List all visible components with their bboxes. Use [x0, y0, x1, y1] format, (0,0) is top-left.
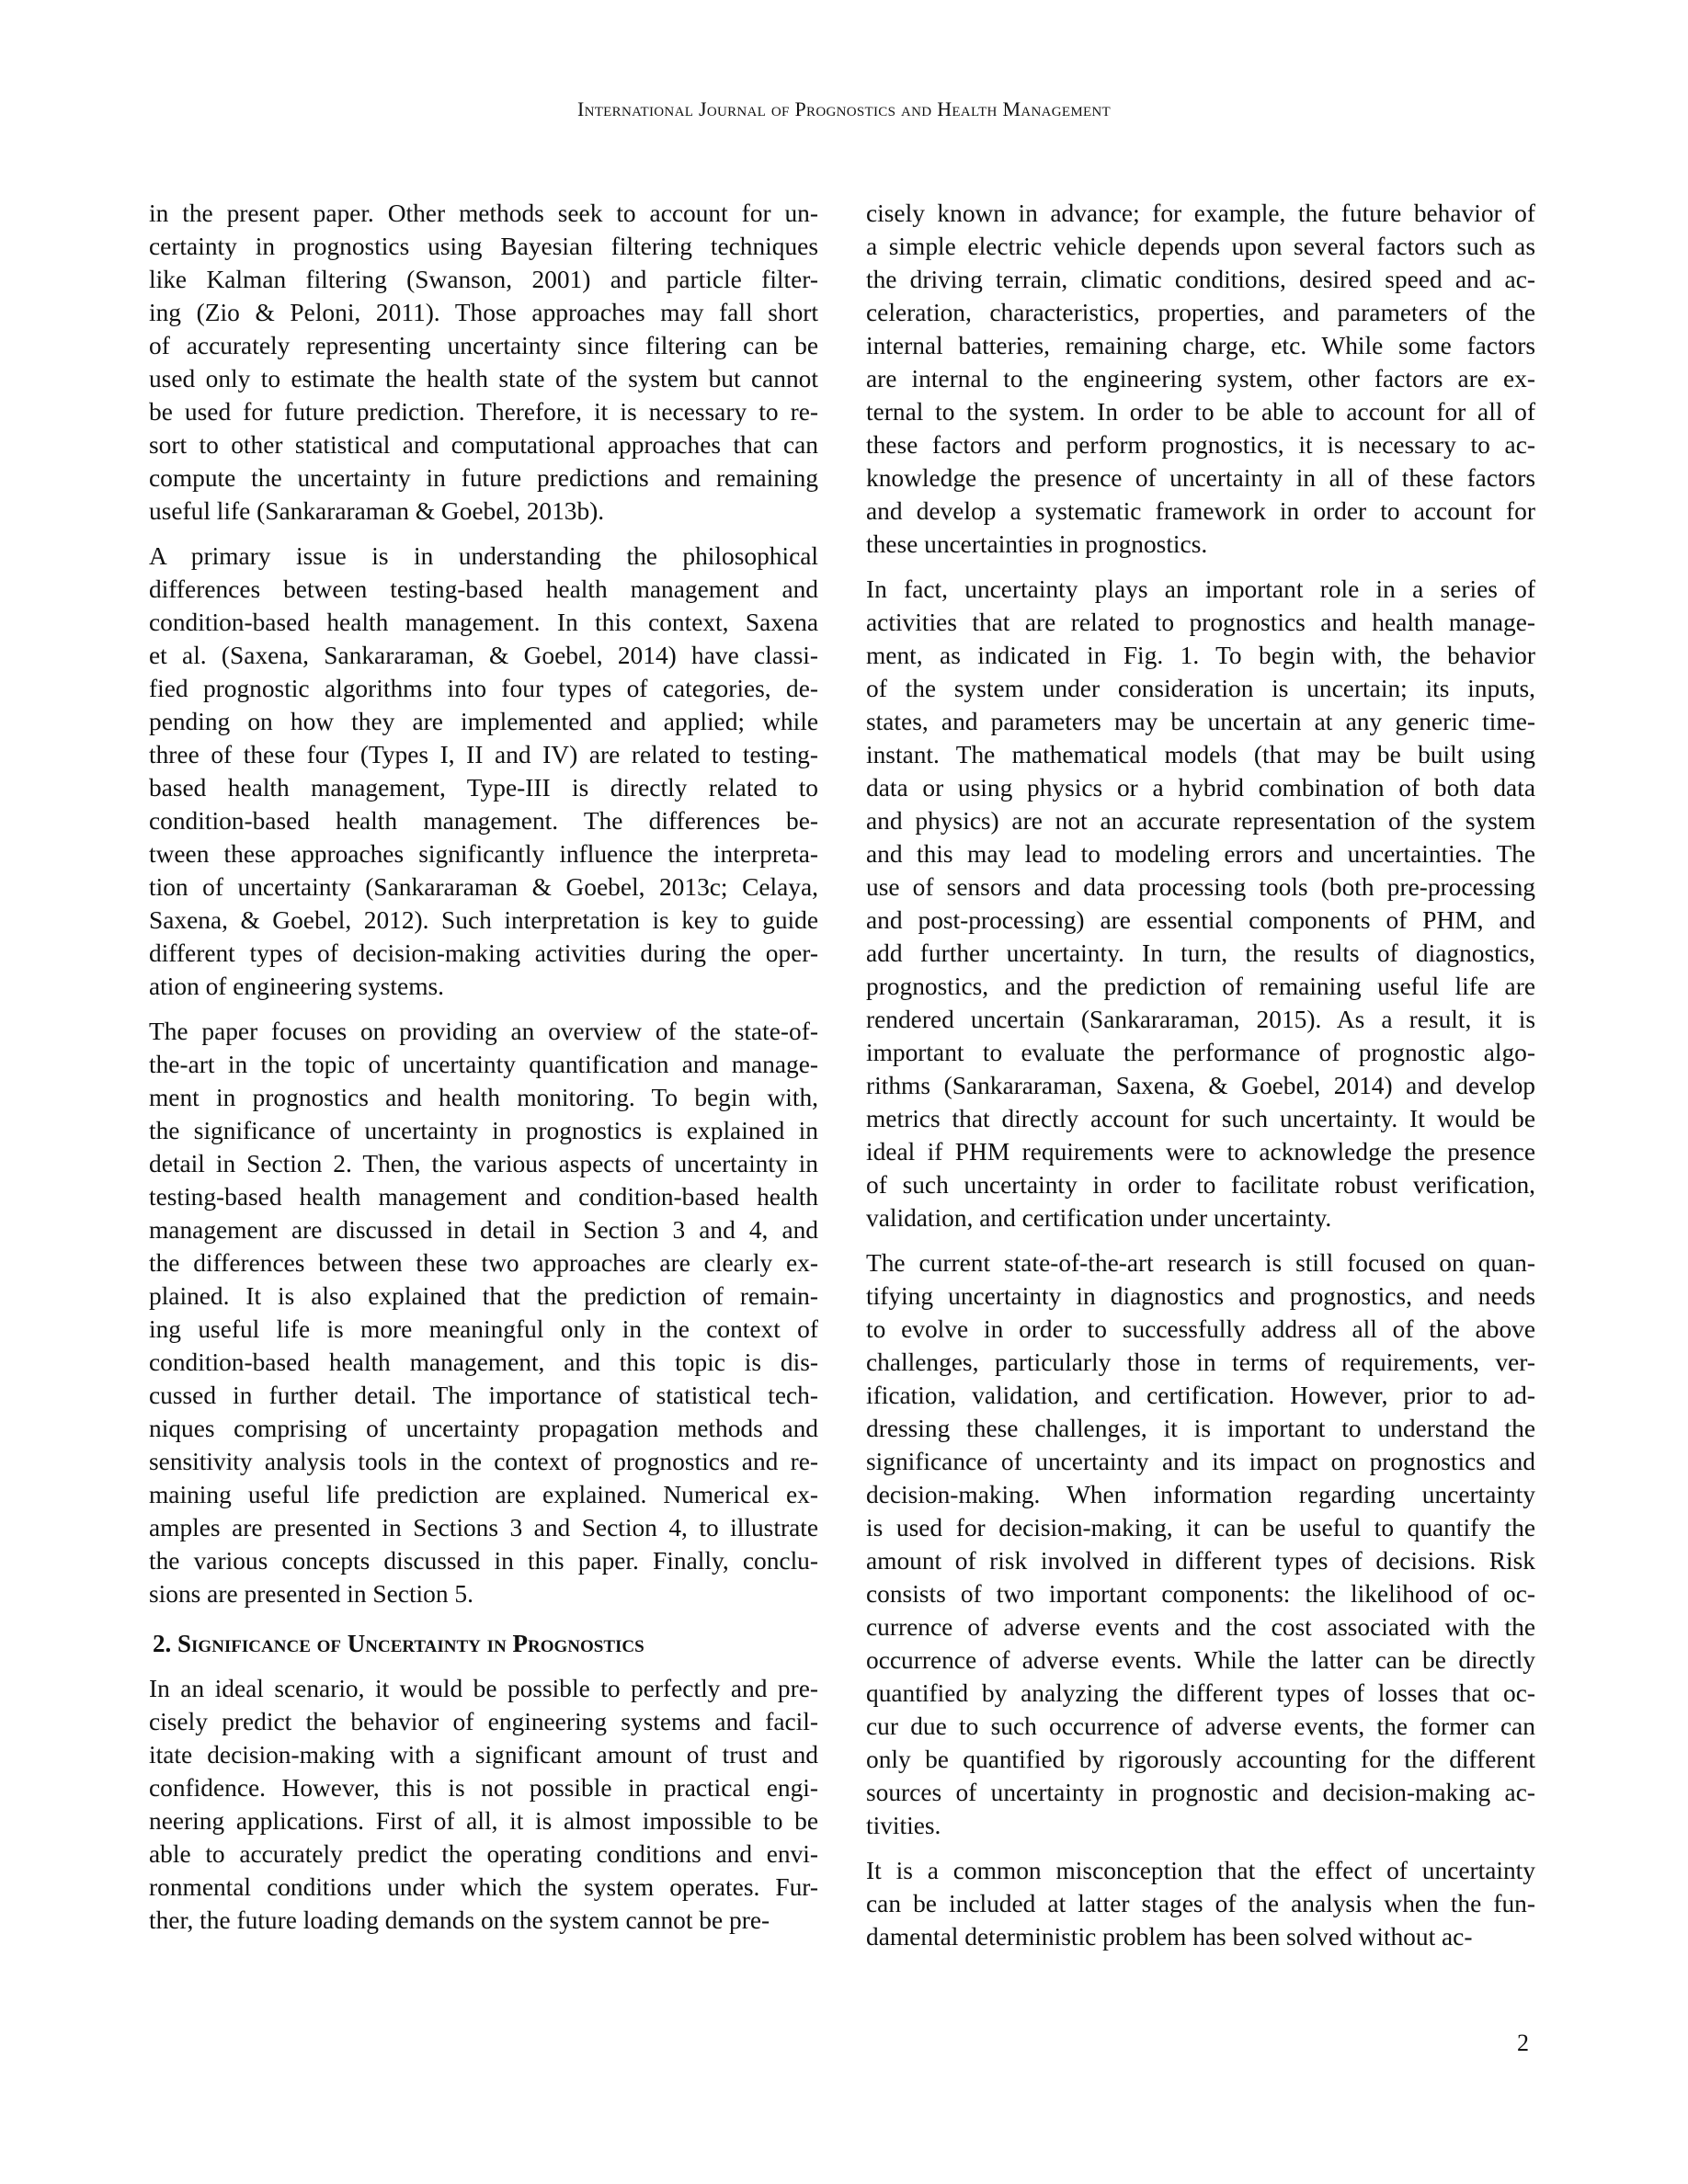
right-column: [866, 197, 1535, 1965]
text-line: currence of adverse events and the cost associated with the: [866, 1613, 1535, 1641]
text-line: itate decision-making with a significant amount of trust and: [149, 1741, 818, 1769]
text-line: validation, and certification under uncertainty.: [866, 1204, 1332, 1232]
text-line: cisely known in advance; for example, the future behavior of: [866, 199, 1535, 227]
text-line: ment in prognostics and health monitoring. To begin with,: [149, 1084, 818, 1111]
text-line: these factors and perform prognostics, it is necessary to ac-: [866, 431, 1535, 459]
text-line: dressing these challenges, it is important to understand the: [866, 1415, 1535, 1442]
text-line: tivities.: [866, 1812, 941, 1839]
text-line: rithms (Sankararaman, Saxena, & Goebel, 2014) and develop: [866, 1072, 1535, 1099]
text-line: certainty in prognostics using Bayesian filtering techniques: [149, 233, 818, 260]
text-line: instant. The mathematical models (that may be built using: [866, 741, 1535, 768]
text-line: ing useful life is more meaningful only in the context of: [149, 1315, 818, 1343]
paragraph: [866, 573, 1535, 1234]
left-column: [149, 197, 818, 1949]
text-line: A primary issue is in understanding the philosophical: [149, 542, 818, 570]
text-line: metrics that directly account for such uncertainty. It would be: [866, 1105, 1535, 1132]
section-heading: 2. Significance of Uncertainty in Prognostics: [153, 1630, 644, 1657]
text-line: the driving terrain, climatic conditions, desired speed and ac-: [866, 266, 1535, 293]
text-line: only be quantified by rigorously accounting for the different: [866, 1746, 1535, 1773]
paragraph: [149, 540, 818, 1003]
text-line: a simple electric vehicle depends upon several factors such as: [866, 233, 1535, 260]
text-line: ideal if PHM requirements were to acknowledge the presence: [866, 1138, 1535, 1166]
text-line: sensitivity analysis tools in the context of prognostics and re-: [149, 1448, 818, 1475]
text-line: In an ideal scenario, it would be possible to perfectly and pre-: [149, 1675, 818, 1702]
text-line: use of sensors and data processing tools (both pre-processing: [866, 873, 1535, 901]
text-line: of such uncertainty in order to facilitate robust verification,: [866, 1171, 1535, 1199]
text-line: et al. (Saxena, Sankararaman, & Goebel, 2014) have classi-: [149, 642, 818, 669]
text-line: to evolve in order to successfully address all of the above: [866, 1315, 1535, 1343]
text-line: significance of uncertainty and its impact on prognostics and: [866, 1448, 1535, 1475]
text-line: differences between testing-based health management and: [149, 575, 818, 603]
paragraph: [149, 197, 818, 528]
text-line: quantified by analyzing the different types of losses that oc-: [866, 1679, 1535, 1707]
text-line: ronmental conditions under which the system operates. Fur-: [149, 1873, 818, 1901]
text-line: damental deterministic problem has been solved without ac-: [866, 1923, 1473, 1951]
text-line: activities that are related to prognostics and health manage-: [866, 609, 1535, 636]
paragraph: [149, 1672, 818, 1937]
text-line: ther, the future loading demands on the system cannot be pre-: [149, 1906, 770, 1934]
text-line: and physics) are not an accurate representation of the system: [866, 807, 1535, 835]
text-line: condition-based health management. The differences be-: [149, 807, 818, 835]
text-line: maining useful life prediction are explained. Numerical ex-: [149, 1481, 818, 1508]
paragraph: [149, 1015, 818, 1610]
text-line: amount of risk involved in different types of decisions. Risk: [866, 1547, 1535, 1575]
text-line: challenges, particularly those in terms of requirements, ver-: [866, 1348, 1535, 1376]
text-line: sort to other statistical and computational approaches that can: [149, 431, 818, 459]
text-line: ation of engineering systems.: [149, 973, 445, 1000]
text-line: the differences between these two approaches are clearly ex-: [149, 1249, 818, 1277]
text-line: consists of two important components: the likelihood of oc-: [866, 1580, 1535, 1608]
text-line: fied prognostic algorithms into four types of categories, de-: [149, 675, 818, 702]
text-line: rendered uncertain (Sankararaman, 2015). As a result, it is: [866, 1006, 1535, 1033]
text-line: can be included at latter stages of the analysis when the fun-: [866, 1890, 1535, 1917]
text-line: pending on how they are implemented and applied; while: [149, 708, 818, 735]
text-line: ternal to the system. In order to be able to account for all of: [866, 398, 1535, 426]
text-line: amples are presented in Sections 3 and Section 4, to illustrate: [149, 1514, 818, 1541]
paragraph: [866, 197, 1535, 561]
running-head: International Journal of Prognostics and Health Management: [576, 97, 1112, 120]
text-line: testing-based health management and condition-based health: [149, 1183, 818, 1211]
text-line: the-art in the topic of uncertainty quantification and manage-: [149, 1051, 818, 1078]
text-line: ment, as indicated in Fig. 1. To begin with, the behavior: [866, 642, 1535, 669]
text-line: sources of uncertainty in prognostic and decision-making ac-: [866, 1779, 1535, 1806]
text-line: sions are presented in Section 5.: [149, 1580, 473, 1608]
text-line: states, and parameters may be uncertain at any generic time-: [866, 708, 1535, 735]
text-line: is used for decision-making, it can be useful to quantify the: [866, 1514, 1535, 1541]
page-number: 2: [1517, 2030, 1529, 2056]
text-line: the various concepts discussed in this paper. Finally, conclu-: [149, 1547, 818, 1575]
text-line: compute the uncertainty in future predictions and remaining: [149, 464, 818, 492]
text-line: based health management, Type-III is directly related to: [149, 774, 818, 802]
text-line: detail in Section 2. Then, the various aspects of uncertainty in: [149, 1150, 818, 1177]
text-line: confidence. However, this is not possible in practical engi-: [149, 1774, 818, 1802]
text-line: and develop a systematic framework in order to account for: [866, 497, 1535, 525]
text-line: celeration, characteristics, properties, and parameters of the: [866, 299, 1535, 326]
text-line: in the present paper. Other methods seek to account for un-: [149, 199, 818, 227]
text-line: are internal to the engineering system, other factors are ex-: [866, 365, 1535, 392]
text-line: cisely predict the behavior of engineering systems and facil-: [149, 1708, 818, 1735]
text-line: different types of decision-making activities during the oper-: [149, 939, 818, 967]
text-line: three of these four (Types I, II and IV) are related to testing-: [149, 741, 818, 768]
text-line: The current state-of-the-art research is still focused on quan-: [866, 1249, 1535, 1277]
text-line: tion of uncertainty (Sankararaman & Goebel, 2013c; Celaya,: [149, 873, 818, 901]
text-line: ification, validation, and certification. However, prior to ad-: [866, 1382, 1535, 1409]
text-line: neering applications. First of all, it is almost impossible to be: [149, 1807, 818, 1835]
text-line: able to accurately predict the operating conditions and envi-: [149, 1840, 818, 1868]
text-line: Saxena, & Goebel, 2012). Such interpretation is key to guide: [149, 906, 818, 934]
text-line: tifying uncertainty in diagnostics and prognostics, and needs: [866, 1282, 1535, 1310]
text-line: these uncertainties in prognostics.: [866, 530, 1208, 558]
text-line: plained. It is also explained that the prediction of remain-: [149, 1282, 818, 1310]
paragraph: [866, 1854, 1535, 1953]
text-line: and post-processing) are essential components of PHM, and: [866, 906, 1535, 934]
text-line: tween these approaches significantly influence the interpreta-: [149, 840, 818, 868]
text-line: of accurately representing uncertainty since filtering can be: [149, 332, 818, 359]
text-line: useful life (Sankararaman & Goebel, 2013b).: [149, 497, 605, 525]
text-line: occurrence of adverse events. While the latter can be directly: [866, 1646, 1535, 1674]
text-line: knowledge the presence of uncertainty in all of these factors: [866, 464, 1535, 492]
text-line: cussed in further detail. The importance of statistical tech-: [149, 1382, 818, 1409]
text-line: The paper focuses on providing an overview of the state-of-: [149, 1018, 818, 1045]
text-line: ing (Zio & Peloni, 2011). Those approaches may fall short: [149, 299, 818, 326]
text-line: condition-based health management. In this context, Saxena: [149, 609, 818, 636]
text-line: condition-based health management, and this topic is dis-: [149, 1348, 818, 1376]
text-line: data or using physics or a hybrid combination of both data: [866, 774, 1535, 802]
text-line: internal batteries, remaining charge, etc. While some factors: [866, 332, 1535, 359]
text-line: In fact, uncertainty plays an important role in a series of: [866, 575, 1535, 603]
text-line: and this may lead to modeling errors and uncertainties. The: [866, 840, 1535, 868]
text-line: cur due to such occurrence of adverse events, the former can: [866, 1712, 1535, 1740]
text-line: of the system under consideration is uncertain; its inputs,: [866, 675, 1535, 702]
text-line: be used for future prediction. Therefore, it is necessary to re-: [149, 398, 818, 426]
text-line: decision-making. When information regarding uncertainty: [866, 1481, 1535, 1508]
text-line: management are discussed in detail in Section 3 and 4, and: [149, 1216, 818, 1244]
text-line: like Kalman filtering (Swanson, 2001) and particle filter-: [149, 266, 818, 293]
text-line: prognostics, and the prediction of remaining useful life are: [866, 973, 1535, 1000]
text-line: important to evaluate the performance of prognostic algo-: [866, 1039, 1535, 1066]
text-line: the significance of uncertainty in prognostics is explained in: [149, 1117, 818, 1144]
text-line: niques comprising of uncertainty propagation methods and: [149, 1415, 818, 1442]
text-line: used only to estimate the health state of the system but cannot: [149, 365, 818, 392]
text-line: add further uncertainty. In turn, the results of diagnostics,: [866, 939, 1535, 967]
text-line: It is a common misconception that the effect of uncertainty: [866, 1857, 1535, 1884]
paragraph: [866, 1246, 1535, 1842]
